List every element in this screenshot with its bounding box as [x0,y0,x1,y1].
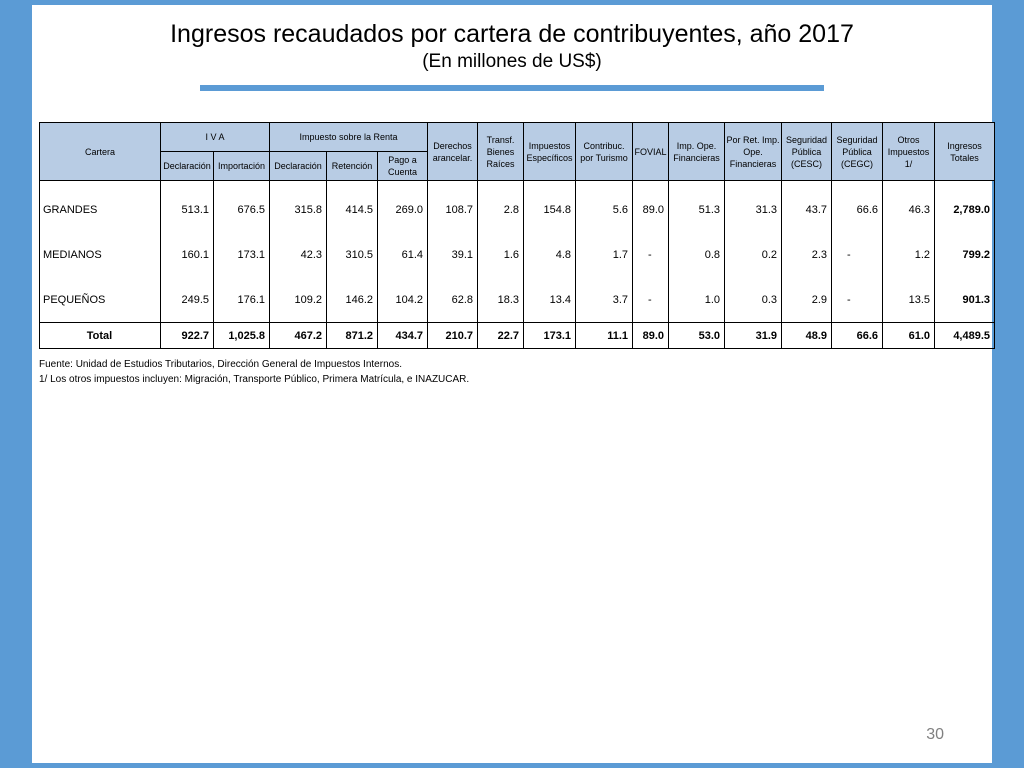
table-cell: 108.7 [428,181,478,233]
table-cell: 66.6 [832,181,883,233]
table-cell: 249.5 [161,277,214,323]
header-cegc: Seguridad Pública (CEGC) [832,123,883,181]
table-cell: 11.1 [576,323,633,349]
table-cell: 0.2 [725,232,782,277]
table-cell: 51.3 [669,181,725,233]
table-cell: 3.7 [576,277,633,323]
table-cell: 1.2 [883,232,935,277]
table-cell: 154.8 [524,181,576,233]
header-imp-ope: Imp. Ope. Financieras [669,123,725,181]
slide-subtitle: (En millones de US$) [422,51,602,72]
table-cell: 89.0 [633,323,669,349]
table-cell: 176.1 [214,277,270,323]
table-cell: - [633,277,669,323]
slide-title: Ingresos recaudados por cartera de contribuyentes, año 2017 [170,20,854,48]
table-cell: 61.4 [378,232,428,277]
table-cell: 2.3 [782,232,832,277]
table-cell: 1.0 [669,277,725,323]
table-cell: 0.3 [725,277,782,323]
table-cell: 13.4 [524,277,576,323]
table-cell: 269.0 [378,181,428,233]
table-row [40,323,995,349]
table-cell: 2.8 [478,181,524,233]
table-cell: 61.0 [883,323,935,349]
table-cell: 42.3 [270,232,327,277]
table-cell: 922.7 [161,323,214,349]
table-cell: - [633,232,669,277]
table-cell: 434.7 [378,323,428,349]
table-cell: 0.8 [669,232,725,277]
header-iva-declaracion: Declaración [161,152,214,181]
table-cell: 871.2 [327,323,378,349]
table-cell: 31.9 [725,323,782,349]
header-otros: Otros Impuestos 1/ [883,123,935,181]
table-cell: 4.8 [524,232,576,277]
title-divider [200,85,824,91]
header-fovial: FOVIAL [633,123,669,181]
header-renta-pago: Pago a Cuenta [378,152,428,181]
table-cell: 13.5 [883,277,935,323]
row-label: MEDIANOS [40,232,161,277]
header-derechos: Derechos arancelar. [428,123,478,181]
table-cell: 146.2 [327,277,378,323]
table-notes [39,357,469,387]
table-cell: 160.1 [161,232,214,277]
table-cell: 53.0 [669,323,725,349]
table-body [40,181,995,349]
row-label: PEQUEÑOS [40,277,161,323]
table-cell: - [832,232,883,277]
table-row [40,277,995,323]
table-cell: 48.9 [782,323,832,349]
header-renta: Impuesto sobre la Renta [270,123,428,152]
table-cell: 799.2 [935,232,995,277]
table-cell: 109.2 [270,277,327,323]
table-cell: 5.6 [576,181,633,233]
header-renta-retencion: Retención [327,152,378,181]
slide [32,5,992,763]
table-cell: 39.1 [428,232,478,277]
header-transf: Transf. Bienes Raíces [478,123,524,181]
table-cell: 2.9 [782,277,832,323]
table-cell: 1,025.8 [214,323,270,349]
header-cesc: Seguridad Pública (CESC) [782,123,832,181]
table-cell: 210.7 [428,323,478,349]
row-label: Total [40,323,161,349]
header-totales: Ingresos Totales [935,123,995,181]
table-cell: 173.1 [524,323,576,349]
table-cell: 89.0 [633,181,669,233]
table-cell: 414.5 [327,181,378,233]
table-cell: 18.3 [478,277,524,323]
table-row [40,181,995,233]
table-cell: 31.3 [725,181,782,233]
table-cell: 315.8 [270,181,327,233]
table-cell: 901.3 [935,277,995,323]
table-cell: 46.3 [883,181,935,233]
table-cell: 62.8 [428,277,478,323]
page-number: 30 [926,726,944,743]
revenue-table [39,122,995,349]
table-cell: 66.6 [832,323,883,349]
table-cell: 104.2 [378,277,428,323]
header-cartera: Cartera [40,123,161,181]
note-footnote: 1/ Los otros impuestos incluyen: Migración, Transporte Público, Primera Matrícula, e INAZUCAR. [39,374,470,385]
table-cell: 43.7 [782,181,832,233]
header-especificos: Impuestos Específicos [524,123,576,181]
table-cell: 310.5 [327,232,378,277]
table-cell: 22.7 [478,323,524,349]
row-label: GRANDES [40,181,161,233]
table-cell: 1.7 [576,232,633,277]
header-por-ret: Por Ret. Imp. Ope. Financieras [725,123,782,181]
table-cell: 4,489.5 [935,323,995,349]
table-cell: 467.2 [270,323,327,349]
table-cell: - [832,277,883,323]
table-cell: 1.6 [478,232,524,277]
table-cell: 2,789.0 [935,181,995,233]
table-row [40,232,995,277]
header-turismo: Contribuc. por Turismo [576,123,633,181]
header-renta-declaracion: Declaración [270,152,327,181]
header-iva-importacion: Importación [214,152,270,181]
table-cell: 173.1 [214,232,270,277]
note-source: Fuente: Unidad de Estudios Tributarios, Dirección General de Impuestos Internos. [39,359,402,370]
table-cell: 513.1 [161,181,214,233]
header-iva: I V A [161,123,270,152]
table-cell: 676.5 [214,181,270,233]
